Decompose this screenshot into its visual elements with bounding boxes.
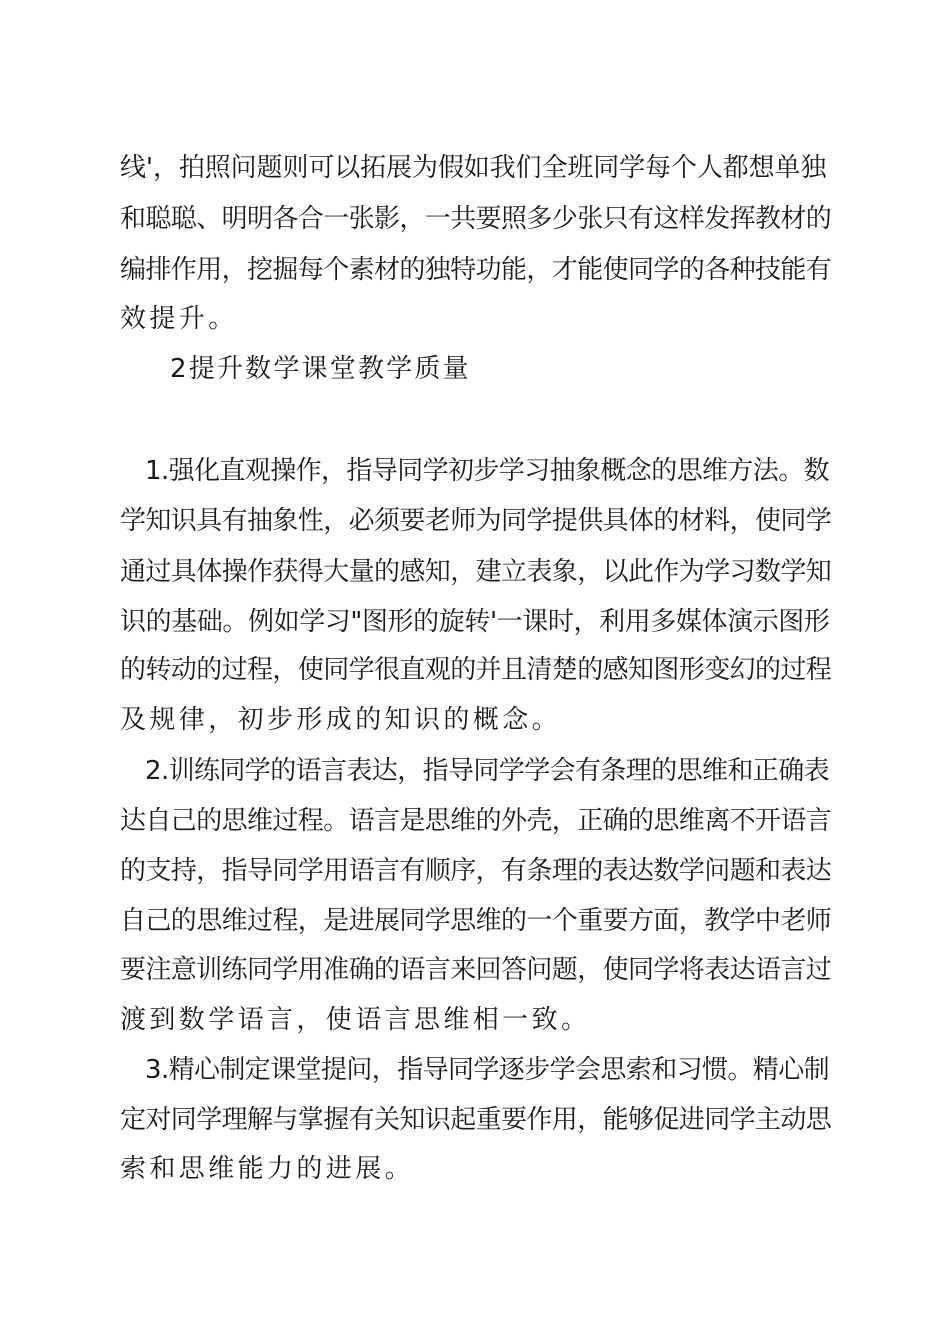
text-line: 3.精心制定课堂提问，指导同学逐步学会思索和习惯。精心制 [145, 1055, 830, 1085]
text-line: 达自己的思维过程。语言是思维的外壳，正确的思维离不开语言 [120, 806, 832, 836]
text-line: 线'，拍照问题则可以拓展为假如我们全班同学每个人都想单独 [120, 153, 827, 183]
text-line: 渡到数学语言，使语言思维相一致。 [120, 1005, 591, 1035]
text-line: 要注意训练同学用准确的语言来回答问题，使同学将表达语言过 [120, 955, 832, 985]
text-line: 2.训练同学的语言表达，指导同学学会有条理的思维和正确表 [145, 756, 830, 786]
text-line: 的转动的过程，使同学很直观的并且清楚的感知图形变幻的过程 [120, 655, 832, 685]
text-line: 定对同学理解与掌握有关知识起重要作用，能够促进同学主动思 [120, 1105, 832, 1135]
text-line: 及规律，初步形成的知识的概念。 [120, 705, 562, 735]
text-line: 编排作用，挖掘每个素材的独特功能，才能使同学的各种技能有 [120, 255, 832, 285]
text-line: 通过具体操作获得大量的感知，建立表象，以此作为学习数学知 [120, 557, 832, 587]
text-line: 识的基础。例如学习"图形的旋转'一课时，利用多媒体演示图形 [120, 607, 830, 637]
heading-text: 2提升数学课堂教学质量 [170, 354, 471, 384]
text-line: 自己的思维过程，是进展同学思维的一个重要方面，教学中老师 [120, 906, 832, 936]
text-line: 效提升。 [120, 304, 238, 334]
text-line: 1.强化直观操作，指导同学初步学习抽象概念的思维方法。数 [145, 456, 830, 486]
text-line: 索和思维能力的进展。 [120, 1154, 415, 1184]
text-line: 学知识具有抽象性，必须要老师为同学提供具体的材料，使同学 [120, 506, 832, 536]
text-line: 的支持，指导同学用语言有顺序，有条理的表达数学问题和表达 [120, 856, 832, 886]
text-line: 和聪聪、明明各合一张影，一共要照多少张只有这样发挥教材的 [120, 204, 832, 234]
